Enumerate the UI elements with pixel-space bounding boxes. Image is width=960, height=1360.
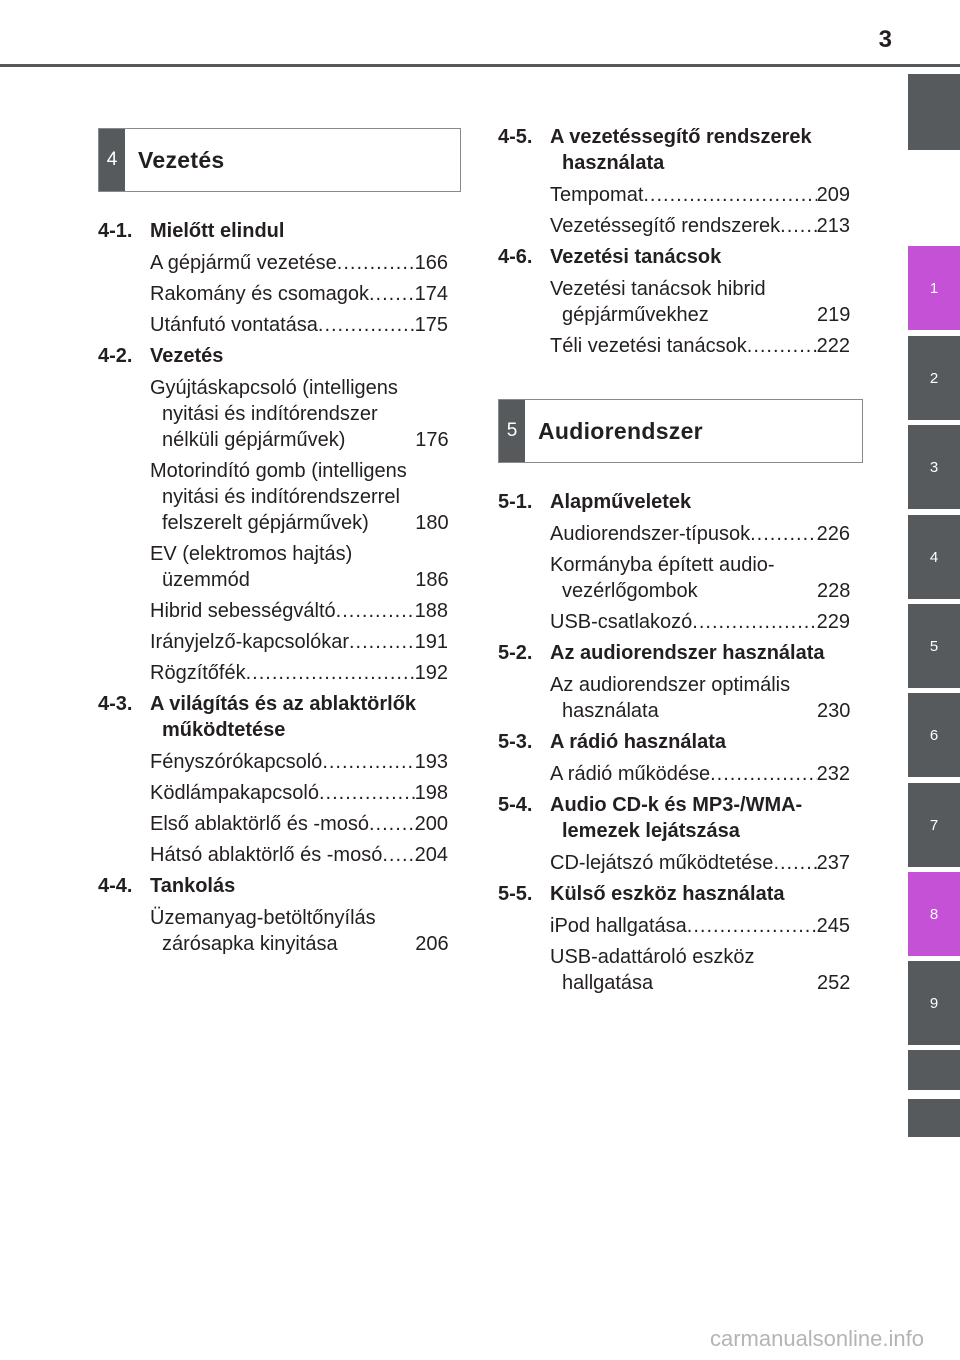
dot-leader	[369, 811, 415, 837]
entry-page-number: 209	[816, 184, 850, 206]
toc-entry[interactable]	[150, 281, 448, 307]
entry-title: Motorindító gomb (intelligens nyitási és indítórendszerrel felszerelt gépjárművek)	[150, 460, 407, 534]
chapter-heading[interactable]	[498, 640, 850, 666]
dot-leader	[687, 913, 817, 939]
chapter-tab-blank[interactable]	[908, 74, 960, 150]
toc-entry[interactable]	[150, 905, 448, 957]
toc-entry[interactable]	[150, 660, 448, 686]
entry-page-number: 186	[415, 569, 449, 591]
toc-entry[interactable]	[550, 213, 850, 239]
entry-page-number: 175	[414, 314, 448, 336]
entry-page-number: 232	[816, 763, 850, 785]
toc-entry[interactable]	[150, 541, 448, 593]
section-header-audiorendszer	[498, 399, 863, 463]
section-header-vezetes	[98, 128, 461, 192]
chapter-title: Tankolás	[150, 875, 236, 897]
chapter-tab-3[interactable]: 3	[908, 425, 960, 509]
section-number: 5	[499, 400, 525, 462]
section-number: 4	[99, 129, 125, 191]
entry-title: USB-csatlakozó	[550, 611, 693, 633]
watermark: carmanualsonline.info	[709, 1326, 924, 1351]
dot-leader	[337, 250, 415, 276]
entry-page-number: 192	[414, 662, 448, 684]
entry-title: A rádió működése	[550, 763, 711, 785]
dot-leader	[773, 850, 816, 876]
entry-title: Első ablaktörlő és -mosó	[150, 813, 369, 835]
entry-page-number: 228	[817, 580, 851, 602]
dot-leader	[318, 312, 415, 338]
dot-leader	[747, 333, 817, 359]
chapter-heading[interactable]	[498, 124, 850, 176]
entry-page-number: 200	[414, 813, 448, 835]
entry-title: Vezetéssegítő rendszerek	[550, 215, 781, 237]
chapter-title: A világítás és az ablaktörlők működtetése	[150, 693, 417, 741]
entry-page-number: 166	[414, 252, 448, 274]
chapter-number: 5-4.	[498, 794, 533, 816]
entry-page-number: 206	[415, 933, 449, 955]
toc-entry[interactable]	[150, 780, 448, 806]
chapter-heading[interactable]	[498, 489, 850, 515]
entry-page-number: 188	[414, 600, 448, 622]
entry-title: Gyújtáskapcsoló (intelligens nyitási és indítórendszer nélküli gépjárművek)	[150, 377, 398, 451]
chapter-tab-blank[interactable]	[908, 1099, 960, 1137]
chapter-tab-6[interactable]: 6	[908, 693, 960, 777]
toc-entry[interactable]	[150, 811, 448, 837]
chapter-number: 5-5.	[498, 883, 533, 905]
toc-entry[interactable]	[150, 749, 448, 775]
entry-page-number: 229	[816, 611, 850, 633]
entry-page-number: 180	[415, 512, 449, 534]
chapter-title: A vezetéssegítő rendszerek használata	[550, 126, 812, 174]
entry-title: Audiorendszer-típusok	[550, 523, 751, 545]
entry-title: Ködlámpakapcsoló	[150, 782, 319, 804]
chapter-tab-blank[interactable]	[908, 1050, 960, 1090]
dot-leader	[319, 780, 415, 806]
chapter-tab-9[interactable]: 9	[908, 961, 960, 1045]
entry-title: iPod hallgatása	[550, 915, 687, 937]
chapter-heading[interactable]	[498, 792, 850, 844]
chapter-number: 4-5.	[498, 126, 533, 148]
toc-entry[interactable]	[550, 609, 850, 635]
dot-leader	[382, 842, 414, 868]
chapter-heading[interactable]	[98, 691, 448, 743]
chapter-tab-5[interactable]: 5	[908, 604, 960, 688]
dot-leader	[349, 629, 415, 655]
entry-title: Utánfutó vontatása	[150, 314, 318, 336]
entry-page-number: 176	[415, 429, 449, 451]
dot-leader	[780, 213, 816, 239]
chapter-tab-2[interactable]: 2	[908, 336, 960, 420]
entry-page-number: 252	[817, 972, 851, 994]
entry-title: Irányjelző-kapcsolókar	[150, 631, 349, 653]
toc-entry[interactable]	[150, 375, 448, 453]
toc-entry[interactable]	[150, 629, 448, 655]
toc-entry[interactable]	[150, 842, 448, 868]
entry-title: EV (elektromos hajtás) üzemmód	[150, 543, 353, 591]
chapter-title: Mielőtt elindul	[150, 220, 285, 242]
chapter-tab-4[interactable]: 4	[908, 515, 960, 599]
section-title: Audiorendszer	[538, 417, 703, 444]
chapter-heading[interactable]	[98, 343, 448, 369]
toc-entry[interactable]	[550, 182, 850, 208]
chapter-heading[interactable]	[98, 873, 448, 899]
dot-leader	[750, 521, 817, 547]
entry-page-number: 174	[414, 283, 448, 305]
chapter-title: Audio CD-k és MP3-/WMA-lemezek lejátszása	[550, 794, 803, 842]
chapter-title: Vezetés	[150, 345, 224, 367]
dot-leader	[710, 761, 817, 787]
chapter-number: 5-3.	[498, 731, 533, 753]
entry-title: CD-lejátszó működtetése	[550, 852, 774, 874]
chapter-title: Külső eszköz használata	[550, 883, 785, 905]
entry-page-number: 245	[816, 915, 850, 937]
toc-entry[interactable]	[150, 312, 448, 338]
chapter-heading[interactable]	[498, 881, 850, 907]
entry-page-number: 230	[817, 700, 851, 722]
chapter-number: 4-2.	[98, 345, 133, 367]
dot-leader	[369, 281, 415, 307]
entry-title: Rögzítőfék	[150, 662, 246, 684]
dot-leader	[336, 598, 415, 624]
entry-page-number: 219	[817, 304, 851, 326]
toc-right-column-top	[498, 124, 850, 364]
entry-title: Rakomány és csomagok	[150, 283, 369, 305]
chapter-tab-1[interactable]: 1	[908, 246, 960, 330]
chapter-heading[interactable]	[498, 244, 850, 270]
toc-entry[interactable]	[550, 944, 850, 996]
dot-leader	[692, 609, 816, 635]
chapter-tab-8[interactable]: 8	[908, 872, 960, 956]
chapter-heading[interactable]	[98, 218, 448, 244]
toc-entry[interactable]	[550, 333, 850, 359]
dot-leader	[322, 749, 414, 775]
top-rule	[0, 64, 960, 67]
chapter-number: 5-1.	[498, 491, 533, 513]
toc-right-column-bottom	[498, 489, 850, 1001]
entry-page-number: 226	[816, 523, 850, 545]
entry-title: USB-adattároló eszköz hallgatása	[550, 946, 755, 994]
section-title: Vezetés	[138, 146, 225, 173]
toc-entry[interactable]	[550, 672, 850, 724]
toc-entry[interactable]	[150, 250, 448, 276]
entry-title: Hátsó ablaktörlő és -mosó	[150, 844, 383, 866]
chapter-heading[interactable]	[498, 729, 850, 755]
dot-leader	[246, 660, 415, 686]
chapter-number: 4-1.	[98, 220, 133, 242]
entry-title: Üzemanyag-betöltőnyílás zárósapka kinyitása	[150, 907, 376, 955]
chapter-number: 4-6.	[498, 246, 533, 268]
entry-page-number: 237	[816, 852, 850, 874]
entry-title: Vezetési tanácsok hibrid gépjárművekhez	[550, 278, 766, 326]
toc-entry[interactable]	[550, 552, 850, 604]
dot-leader	[643, 182, 816, 208]
toc-entry[interactable]	[150, 458, 448, 536]
toc-left-column	[98, 218, 448, 962]
toc-entry[interactable]	[550, 521, 850, 547]
entry-page-number: 193	[414, 751, 448, 773]
entry-page-number: 198	[414, 782, 448, 804]
toc-entry[interactable]	[550, 276, 850, 328]
entry-title: Az audiorendszer optimális használata	[550, 674, 791, 722]
entry-title: Tempomat	[550, 184, 644, 206]
chapter-number: 5-2.	[498, 642, 533, 664]
chapter-title: A rádió használata	[550, 731, 726, 753]
toc-entry[interactable]	[550, 913, 850, 939]
chapter-title: Vezetési tanácsok	[550, 246, 722, 268]
chapter-title: Alapműveletek	[550, 491, 692, 513]
entry-title: Hibrid sebességváltó	[150, 600, 336, 622]
chapter-tab-7[interactable]: 7	[908, 783, 960, 867]
entry-title: Fényszórókapcsoló	[150, 751, 323, 773]
toc-entry[interactable]	[150, 598, 448, 624]
chapter-number: 4-3.	[98, 693, 133, 715]
page-number: 3	[878, 26, 892, 53]
entry-page-number: 191	[414, 631, 448, 653]
chapter-number: 4-4.	[98, 875, 133, 897]
toc-entry[interactable]	[550, 850, 850, 876]
entry-title: Kormányba épített audio-vezérlőgombok	[550, 554, 775, 602]
entry-page-number: 204	[414, 844, 448, 866]
chapter-title: Az audiorendszer használata	[550, 642, 825, 664]
toc-entry[interactable]	[550, 761, 850, 787]
entry-page-number: 213	[816, 215, 850, 237]
entry-title: Téli vezetési tanácsok	[550, 335, 747, 357]
entry-title: A gépjármű vezetése	[150, 252, 337, 274]
entry-page-number: 222	[816, 335, 850, 357]
